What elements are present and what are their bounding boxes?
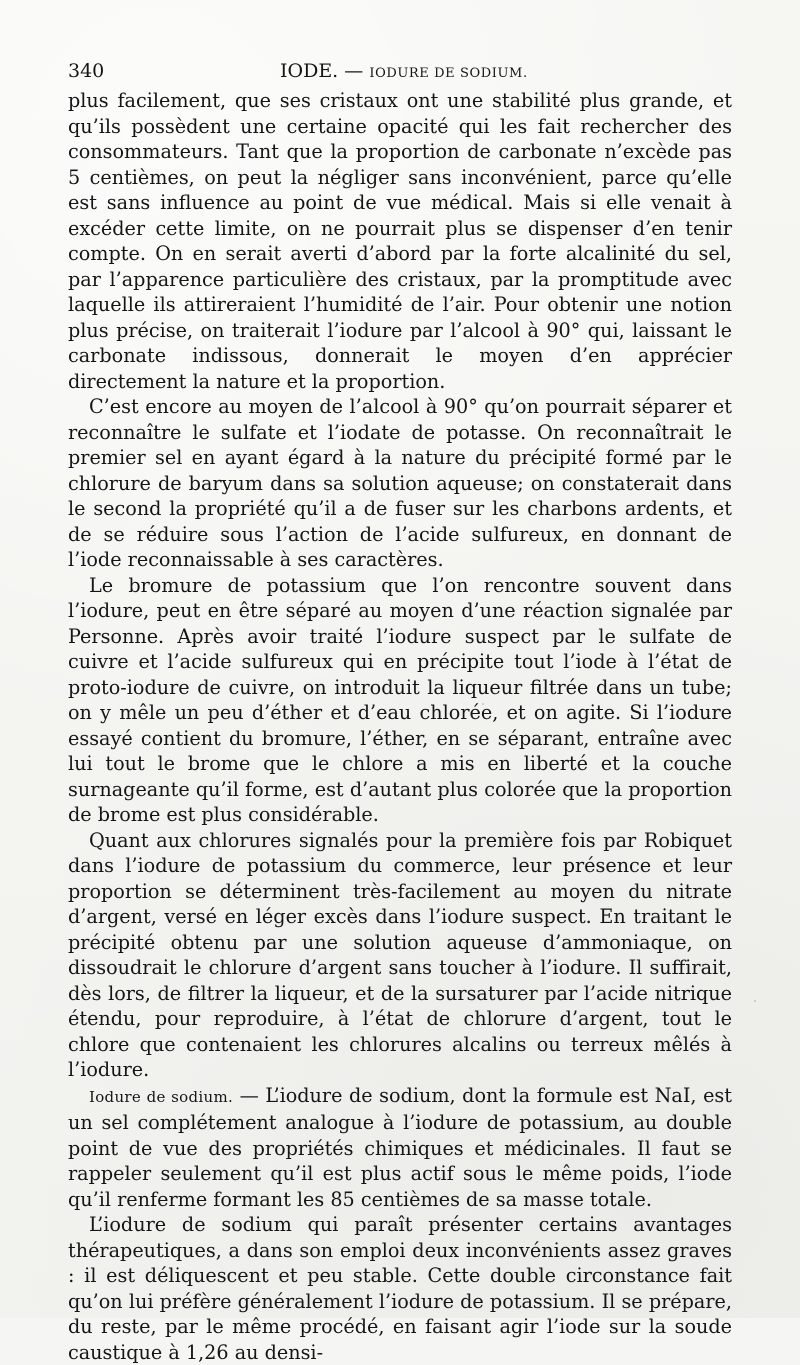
paragraph-3: Le bromure de potassium que l’on rencontre souvent dans l’iodure, peut en être séparé au moyen d’une réaction signalée par Personne. Après avoir traité l’iodure suspect par le sulfate de cuivre et l’acide sulfureux qui en précipite tout l’iode à l’état de proto-iodure de cuivre, on introduit la liqueur filtrée dans un tube; on y mêle un peu d’éther et d’eau chlorée, et on agite. Si l’iodure essayé contient du bromure, l’éther, en se séparant, entraîne avec lui tout le brome que le chlore a mis en liberté et la couche surnageante qu’il forme, est d’autant plus colorée que la proportion de brome est plus considérable. <box>68 573 732 826</box>
page-header <box>68 58 730 84</box>
paragraph-6: L’iodure de sodium qui paraît présenter certains avantages thérapeutiques, a dans son emploi deux inconvénients assez graves : il est déliquescent et peu stable. Cette double circonstance fait qu’on lui préfère généralement l’iodure de potassium. Il se prépare, du reste, par le même procédé, en faisant agir l’iode sur la soude caustique à 1,26 au densi- <box>68 1213 732 1364</box>
paragraph-4: Quant aux chlorures signalés pour la première fois par Robiquet dans l’iodure de potassium du commerce, leur présence et leur proportion se déterminent très-facilement au moyen du nitrate d’argent, versé en léger excès dans l’iodure suspect. En traitant le précipité obtenu par une solution aqueuse d’ammoniaque, on dissoudrait le chlorure d’argent sans toucher à l’iodure. Il suffirait, dès lors, de filtrer la liqueur, et de la sursaturer par l’acide nitrique étendu, pour reproduire, à l’état de chlorure d’argent, tout le chlore que contenaient les chlorures alcalins ou terreux mêlés à l’iodure. <box>68 828 732 1081</box>
running-head-dash: — <box>344 60 364 82</box>
running-head-main: IODE. <box>280 60 339 82</box>
paper-speck <box>482 703 484 705</box>
paper-speck <box>265 1281 267 1283</box>
page-number: 340 <box>68 60 105 82</box>
paragraph-5-text: — L’iodure de sodium, dont la formule est NaI, est un sel complétement analogue à l’iodure de potassium, au double point de vue des propriétés chimiques et médicinales. Il faut se rappeler seulement qu’il est plus actif sous le même poids, l’iode qu’il renferme formant les 85 centièmes de sa masse totale. <box>68 1083 732 1211</box>
running-head-sub: IODURE DE SODIUM. <box>369 66 528 81</box>
paragraph-1: plus facilement, que ses cristaux ont une stabilité plus grande, et qu’ils possèdent une certaine opacité qui les fait rechercher des consommateurs. Tant que la proportion de carbonate n’excède pas 5 centièmes, on peut la négliger sans inconvénient, parce qu’elle est sans influence au point de vue médical. Mais si elle venait à excéder cette limite, on ne pourrait plus se dispenser d’en tenir compte. On en serait averti d’abord par la forte alcalinité du sel, par l’apparence particulière des cristaux, par la promptitude avec laquelle ils attireraient l’humidité de l’air. Pour obtenir une notion plus précise, on traiterait l’iodure par l’alcool à 90° qui, laissant le carbonate indissous, donnerait le moyen d’en apprécier directement la nature et la proportion. <box>68 89 732 393</box>
paper-speck <box>117 510 119 512</box>
paper-speck <box>754 1000 756 1002</box>
paragraph-5 <box>68 1083 732 1213</box>
running-head <box>280 58 528 87</box>
section-heading: Iodure de sodium. <box>89 1087 234 1106</box>
paragraph-2: C’est encore au moyen de l’alcool à 90° qu’on pourrait séparer et reconnaître le sulfate et l’iodate de potasse. On reconnaîtrait le premier sel en ayant égard à la nature du précipité formé par le chlorure de baryum dans sa solution aqueuse; on constaterait dans le second la propriété qu’il a de fuser sur les charbons ardents, et de se réduire sous l’action de l’acide sulfureux, en donnant de l’iode reconnaissable à ses caractères. <box>68 395 732 571</box>
page-text <box>68 88 732 1365</box>
